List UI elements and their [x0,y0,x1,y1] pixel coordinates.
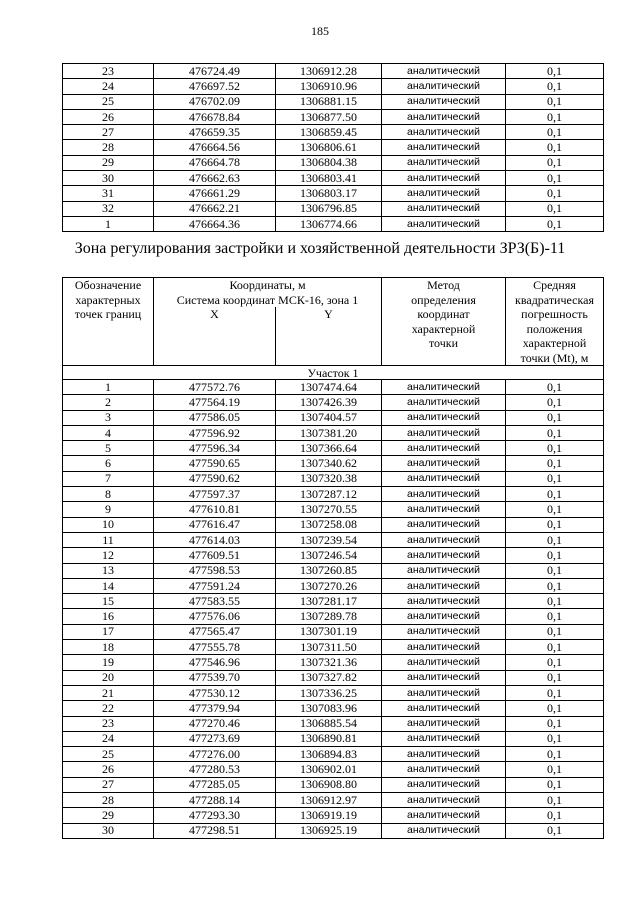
header-y [276,307,382,366]
error-cell: 0,1 [506,594,604,609]
parcel-label: Участок 1 [63,366,604,380]
point-number-cell: 31 [63,186,154,201]
table-row [63,594,604,609]
coord-x-cell: 477591.24 [154,578,276,593]
error-cell: 0,1 [506,655,604,670]
point-number-cell: 9 [63,502,154,517]
coord-y-cell: 1306919.19 [276,808,382,823]
method-cell: аналитический [382,64,506,79]
point-number-cell: 20 [63,670,154,685]
error-cell: 0,1 [506,578,604,593]
header-method-line4: характерной [411,321,476,336]
coord-y-cell: 1307270.55 [276,502,382,517]
table-row [63,216,604,231]
table-row [63,140,604,155]
error-cell: 0,1 [506,410,604,425]
coord-x-cell: 476662.21 [154,201,276,216]
point-number-cell: 1 [63,216,154,231]
table-row [63,716,604,731]
error-cell: 0,1 [506,456,604,471]
page-number: 185 [311,24,329,38]
error-cell: 0,1 [506,140,604,155]
method-cell: аналитический [382,155,506,170]
table-row [63,186,604,201]
coord-x-cell: 477276.00 [154,747,276,762]
coord-y-cell: 1307083.96 [276,701,382,716]
zone-table-header [63,278,604,380]
method-cell: аналитический [382,125,506,140]
header-error-line6: точки (Mt), м [520,350,589,365]
coord-y-cell: 1307340.62 [276,456,382,471]
method-cell: аналитический [382,425,506,440]
table-row [63,517,604,532]
method-cell: аналитический [382,731,506,746]
error-cell: 0,1 [506,640,604,655]
point-number-cell: 17 [63,624,154,639]
coord-x-cell: 477598.53 [154,563,276,578]
coord-y-cell: 1307281.17 [276,594,382,609]
header-method-line2: определения [411,292,476,307]
header-error-line1: Средняя [533,278,576,292]
header-error-line3: погрешность [521,307,588,321]
coord-x-cell: 477576.06 [154,609,276,624]
error-cell: 0,1 [506,747,604,762]
point-number-cell: 5 [63,441,154,456]
table-row [63,64,604,79]
error-cell: 0,1 [506,548,604,563]
coord-y-cell: 1307239.54 [276,532,382,547]
method-cell: аналитический [382,670,506,685]
method-cell: аналитический [382,380,506,395]
point-number-cell: 30 [63,823,154,838]
header-method-line1: Метод [427,278,460,292]
point-number-cell: 25 [63,94,154,109]
point-number-cell: 27 [63,125,154,140]
coord-x-cell: 477609.51 [154,548,276,563]
table-row [63,94,604,109]
coord-x-cell: 476661.29 [154,186,276,201]
coord-y-cell: 1307321.36 [276,655,382,670]
point-number-cell: 19 [63,655,154,670]
point-number-cell: 2 [63,395,154,410]
header-error-line4: положения [526,321,583,336]
method-cell: аналитический [382,109,506,124]
method-cell: аналитический [382,548,506,563]
coord-x-cell: 477270.46 [154,716,276,731]
point-number-cell: 6 [63,456,154,471]
header-method [382,278,506,366]
point-number-cell: 10 [63,517,154,532]
coord-x-cell: 477586.05 [154,410,276,425]
table-row [63,548,604,563]
coord-x-cell: 476664.36 [154,216,276,231]
point-number-cell: 24 [63,79,154,94]
error-cell: 0,1 [506,79,604,94]
error-cell: 0,1 [506,380,604,395]
error-cell: 0,1 [506,517,604,532]
table-row [63,808,604,823]
method-cell: аналитический [382,410,506,425]
coord-y-cell: 1307246.54 [276,548,382,563]
coord-y-cell: 1306806.61 [276,140,382,155]
header-coordinates [154,278,382,308]
coord-x-cell: 477597.37 [154,487,276,502]
point-number-cell: 29 [63,808,154,823]
table-row [63,655,604,670]
method-cell: аналитический [382,609,506,624]
coord-y-cell: 1307287.12 [276,487,382,502]
error-cell: 0,1 [506,64,604,79]
header-point-line3: точек границ [74,307,142,321]
method-cell: аналитический [382,594,506,609]
point-number-cell: 29 [63,155,154,170]
method-cell: аналитический [382,808,506,823]
error-cell: 0,1 [506,624,604,639]
point-number-cell: 15 [63,594,154,609]
error-cell: 0,1 [506,171,604,186]
coord-x-cell: 477564.19 [154,395,276,410]
point-number-cell: 23 [63,64,154,79]
method-cell: аналитический [382,655,506,670]
table-row [63,640,604,655]
table-row [63,380,604,395]
table-row [63,731,604,746]
point-number-cell: 26 [63,109,154,124]
error-cell: 0,1 [506,395,604,410]
method-cell: аналитический [382,532,506,547]
error-cell: 0,1 [506,125,604,140]
coord-x-cell: 477539.70 [154,670,276,685]
table-row [63,624,604,639]
header-point-designation [63,278,154,366]
point-number-cell: 11 [63,532,154,547]
coord-y-cell: 1306890.81 [276,731,382,746]
error-cell: 0,1 [506,670,604,685]
coord-x-cell: 477572.76 [154,380,276,395]
error-cell: 0,1 [506,716,604,731]
error-cell: 0,1 [506,793,604,808]
method-cell: аналитический [382,487,506,502]
point-number-cell: 16 [63,609,154,624]
error-cell: 0,1 [506,155,604,170]
table-row [63,502,604,517]
table-row [63,456,604,471]
coord-y-cell: 1306803.41 [276,171,382,186]
error-cell: 0,1 [506,186,604,201]
method-cell: аналитический [382,502,506,517]
table-row [63,201,604,216]
coord-x-cell: 476664.78 [154,155,276,170]
header-method-line5: точки [428,336,459,350]
error-cell: 0,1 [506,94,604,109]
method-cell: аналитический [382,747,506,762]
coord-x-cell: 477610.81 [154,502,276,517]
error-cell: 0,1 [506,777,604,792]
point-number-cell: 7 [63,471,154,486]
coord-x-cell: 477298.51 [154,823,276,838]
table-row [63,609,604,624]
coord-x-cell: 477590.62 [154,471,276,486]
coord-y-cell: 1306796.85 [276,201,382,216]
table-row [63,563,604,578]
method-cell: аналитический [382,624,506,639]
point-number-cell: 4 [63,425,154,440]
table-row [63,79,604,94]
table-row [63,441,604,456]
method-cell: аналитический [382,716,506,731]
error-cell: 0,1 [506,685,604,700]
table-row [63,670,604,685]
coord-x-cell: 477546.96 [154,655,276,670]
coord-y-cell: 1306894.83 [276,747,382,762]
point-number-cell: 23 [63,716,154,731]
header-error [506,278,604,366]
table-row [63,578,604,593]
table-row [63,762,604,777]
table-row [63,395,604,410]
point-number-cell: 13 [63,563,154,578]
error-cell: 0,1 [506,425,604,440]
coord-x-cell: 477565.47 [154,624,276,639]
coord-x-cell: 477293.30 [154,808,276,823]
coord-x-cell: 477596.34 [154,441,276,456]
header-x-label: X [210,307,219,321]
method-cell: аналитический [382,471,506,486]
coord-x-cell: 477288.14 [154,793,276,808]
header-error-line2: квадратическая [515,292,594,307]
point-number-cell: 18 [63,640,154,655]
table-row [63,171,604,186]
coord-x-cell: 477596.92 [154,425,276,440]
coord-x-cell: 477273.69 [154,731,276,746]
point-number-cell: 30 [63,171,154,186]
error-cell: 0,1 [506,471,604,486]
point-number-cell: 32 [63,201,154,216]
table-row [63,109,604,124]
table-row [63,823,604,838]
error-cell: 0,1 [506,441,604,456]
table-row [63,793,604,808]
coord-y-cell: 1306910.96 [276,79,382,94]
table-row [63,410,604,425]
coord-y-cell: 1307258.08 [276,517,382,532]
error-cell: 0,1 [506,609,604,624]
coord-y-cell: 1307336.25 [276,685,382,700]
table-row [63,487,604,502]
coord-y-cell: 1307366.64 [276,441,382,456]
point-number-cell: 21 [63,685,154,700]
coord-y-cell: 1307381.20 [276,425,382,440]
error-cell: 0,1 [506,701,604,716]
coord-x-cell: 476659.35 [154,125,276,140]
coord-y-cell: 1307270.26 [276,578,382,593]
method-cell: аналитический [382,563,506,578]
method-cell: аналитический [382,640,506,655]
zone-table-body [63,380,604,839]
error-cell: 0,1 [506,487,604,502]
coord-y-cell: 1306859.45 [276,125,382,140]
header-x [154,307,276,366]
method-cell: аналитический [382,456,506,471]
table-row [63,777,604,792]
error-cell: 0,1 [506,823,604,838]
method-cell: аналитический [382,777,506,792]
coord-x-cell: 476662.63 [154,171,276,186]
coord-y-cell: 1306774.66 [276,216,382,231]
table-row [63,532,604,547]
header-coordinates-line1: Координаты, м [229,278,306,292]
method-cell: аналитический [382,171,506,186]
coord-y-cell: 1307320.38 [276,471,382,486]
zone-title: Зона регулирования застройки и хозяйственной деятельности ЗРЗ(Б)-11 [74,240,566,257]
method-cell: аналитический [382,140,506,155]
coord-y-cell: 1306877.50 [276,109,382,124]
coord-x-cell: 477614.03 [154,532,276,547]
method-cell: аналитический [382,441,506,456]
error-cell: 0,1 [506,201,604,216]
coord-x-cell: 476702.09 [154,94,276,109]
coord-y-cell: 1307301.19 [276,624,382,639]
coord-y-cell: 1307260.85 [276,563,382,578]
method-cell: аналитический [382,793,506,808]
table-row [63,701,604,716]
method-cell: аналитический [382,578,506,593]
method-cell: аналитический [382,823,506,838]
coord-y-cell: 1306912.97 [276,793,382,808]
header-y-label: Y [324,307,333,321]
error-cell: 0,1 [506,731,604,746]
point-number-cell: 12 [63,548,154,563]
method-cell: аналитический [382,79,506,94]
coord-y-cell: 1307404.57 [276,410,382,425]
point-number-cell: 27 [63,777,154,792]
coord-y-cell: 1306881.15 [276,94,382,109]
coord-y-cell: 1307327.82 [276,670,382,685]
coord-x-cell: 476678.84 [154,109,276,124]
top-table-body [63,64,604,232]
error-cell: 0,1 [506,532,604,547]
table-row [63,125,604,140]
table-row [63,425,604,440]
error-cell: 0,1 [506,502,604,517]
header-point-line1: Обозначение [74,278,142,292]
coord-x-cell: 477583.55 [154,594,276,609]
table-row [63,471,604,486]
coord-x-cell: 476697.52 [154,79,276,94]
header-coordinates-line2: Система координат МСК-16, зона 1 [176,292,359,307]
point-number-cell: 28 [63,793,154,808]
method-cell: аналитический [382,395,506,410]
method-cell: аналитический [382,685,506,700]
error-cell: 0,1 [506,563,604,578]
coord-y-cell: 1306908.80 [276,777,382,792]
method-cell: аналитический [382,186,506,201]
coord-y-cell: 1306902.01 [276,762,382,777]
method-cell: аналитический [382,701,506,716]
coord-y-cell: 1306803.17 [276,186,382,201]
table-row [63,685,604,700]
error-cell: 0,1 [506,762,604,777]
header-point-line2: характерных [75,292,141,307]
coord-y-cell: 1307289.78 [276,609,382,624]
coord-y-cell: 1306885.54 [276,716,382,731]
method-cell: аналитический [382,216,506,231]
coord-y-cell: 1307311.50 [276,640,382,655]
coord-x-cell: 477530.12 [154,685,276,700]
error-cell: 0,1 [506,216,604,231]
point-number-cell: 26 [63,762,154,777]
coord-y-cell: 1306804.38 [276,155,382,170]
point-number-cell: 22 [63,701,154,716]
zone-coordinates-table [62,277,604,839]
coord-y-cell: 1307426.39 [276,395,382,410]
coord-x-cell: 477379.94 [154,701,276,716]
top-coordinates-table [62,63,604,232]
point-number-cell: 24 [63,731,154,746]
method-cell: аналитический [382,517,506,532]
table-row [63,747,604,762]
method-cell: аналитический [382,201,506,216]
error-cell: 0,1 [506,109,604,124]
point-number-cell: 14 [63,578,154,593]
point-number-cell: 28 [63,140,154,155]
point-number-cell: 3 [63,410,154,425]
table-row [63,155,604,170]
coord-y-cell: 1307474.64 [276,380,382,395]
point-number-cell: 25 [63,747,154,762]
point-number-cell: 8 [63,487,154,502]
coord-x-cell: 477280.53 [154,762,276,777]
header-error-line5: характерной [522,336,587,350]
method-cell: аналитический [382,94,506,109]
coord-y-cell: 1306925.19 [276,823,382,838]
coord-x-cell: 477616.47 [154,517,276,532]
coord-y-cell: 1306912.28 [276,64,382,79]
coord-x-cell: 476724.49 [154,64,276,79]
method-cell: аналитический [382,762,506,777]
header-method-line3: координат [417,307,470,321]
coord-x-cell: 477555.78 [154,640,276,655]
coord-x-cell: 476664.56 [154,140,276,155]
point-number-cell: 1 [63,380,154,395]
error-cell: 0,1 [506,808,604,823]
coord-x-cell: 477285.05 [154,777,276,792]
coord-x-cell: 477590.65 [154,456,276,471]
